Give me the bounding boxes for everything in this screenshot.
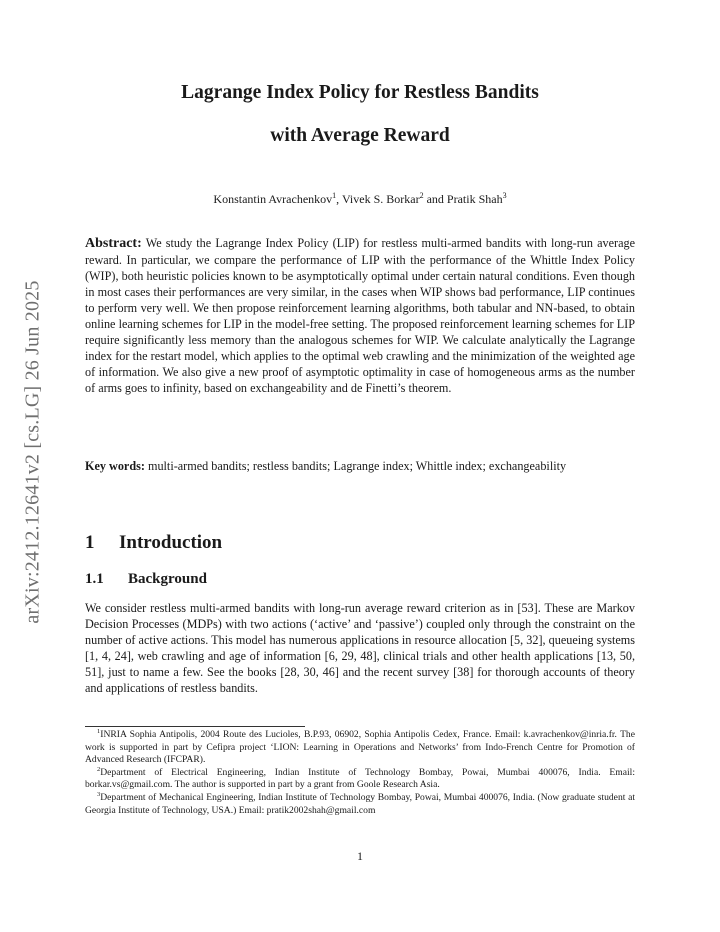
author-separator: and (423, 192, 447, 206)
footnote-1 (85, 729, 635, 767)
author-1: Konstantin Avrachenkov (213, 192, 333, 206)
arxiv-identifier-stamp (22, 262, 44, 642)
footnote-divider (85, 726, 305, 727)
footnote-2 (85, 767, 635, 792)
background-paragraph: We consider restless multi-armed bandits with long-run average reward criterion as in [53]. These are Markov Decision Processes (MDPs) with two actions (‘active’ and ‘passive’) coupled only through the constraint on the number of active actions. This model has numerous applications in resource allocation [5, 32], queueing systems [1, 4, 24], web crawling and age of information [6, 29, 48], clinical trials and other health applications [13, 50, 51], just to name a few. See the books [28, 30, 46] and the recent survey [38] for thorough accounts of theory and applications of restless bandits. (85, 601, 635, 696)
subsection-title: Background (128, 571, 207, 587)
paper-title-line-1: Lagrange Index Policy for Restless Bandits (181, 82, 539, 103)
footnote-mark: 1 (97, 727, 101, 735)
footnotes (85, 729, 635, 817)
abstract-text: We study the Lagrange Index Policy (LIP) for restless multi-armed bandits with long-run average reward. In particular, we compare the performance of LIP with the performance of the Whittle Index Policy (WIP), both heuristic policies known to be asymptotically optimal under certain natural conditions. Even though in most cases their performances are very similar, in the cases when WIP shows bad performance, LIP continues to perform very well. We then propose reinforcement learning algorithms, both tabular and NN-based, to obtain online learning schemes for LIP in the model-free setting. The proposed reinforcement learning schemes for LIP require significantly less memory than the analogous schemes for WIP. We calculate analytically the Lagrange index for the restart model, which applies to the optimal web crawling and the minimization of the weighted age of information. We also give a new proof of asymptotic optimality in case of homogeneous arms as the number of arms goes to infinity, based on exchangeability and de Finetti’s theorem. (85, 236, 636, 396)
section-number: 1 (85, 532, 95, 553)
footnote-mark: 2 (97, 765, 101, 773)
section-heading-introduction (85, 532, 222, 554)
author-separator: , (336, 192, 342, 206)
author-list (84, 191, 636, 207)
author-3: Pratik Shah (446, 192, 503, 206)
arxiv-identifier: arXiv:2412.12641v2 [cs.LG] 26 Jun 2025 (21, 280, 44, 624)
footnote-3 (85, 792, 635, 817)
subsection-number: 1.1 (85, 571, 104, 587)
footnote-text: INRIA Sophia Antipolis, 2004 Route des Lucioles, B.P.93, 06902, Sophia Antipolis Cedex, France. Email: k.avrachenkov@inria.fr. The work is supported in part by Cefipra project ‘LION: Learning in Operations and Networks’ from Indo-French Centre for Promotion of Advanced Research (IFCPAR). (85, 729, 635, 766)
keywords-text: multi-armed bandits; restless bandits; Lagrange index; Whittle index; exchangeability (147, 459, 567, 473)
abstract (85, 235, 635, 396)
keywords-label: Key words: (85, 459, 145, 473)
footnote-mark: 3 (97, 790, 101, 798)
section-title: Introduction (119, 532, 223, 553)
page-number: 1 (357, 849, 363, 863)
author-1-footnote-mark: 1 (332, 191, 337, 200)
keywords (85, 458, 635, 474)
author-2: Vivek S. Borkar (341, 192, 420, 206)
author-3-footnote-mark: 3 (502, 191, 507, 200)
paper-title-line-2: with Average Reward (270, 125, 450, 146)
author-2-footnote-mark: 2 (419, 191, 424, 200)
abstract-label: Abstract: (85, 236, 142, 251)
footnote-text: Department of Mechanical Engineering, Indian Institute of Technology Bombay, Powai, Mumbai 400076, India. (Now graduate student at Georgia Institute of Technology, USA.) Email: pratik2002shah@gmail.com (85, 791, 635, 816)
footnote-text: Department of Electrical Engineering, Indian Institute of Technology Bombay, Powai, Mumbai 400076, India. Email: borkar.vs@gmail.com. The author is supported in part by a grant from Goole Research Asia. (85, 766, 635, 791)
subsection-heading-background (85, 571, 207, 588)
